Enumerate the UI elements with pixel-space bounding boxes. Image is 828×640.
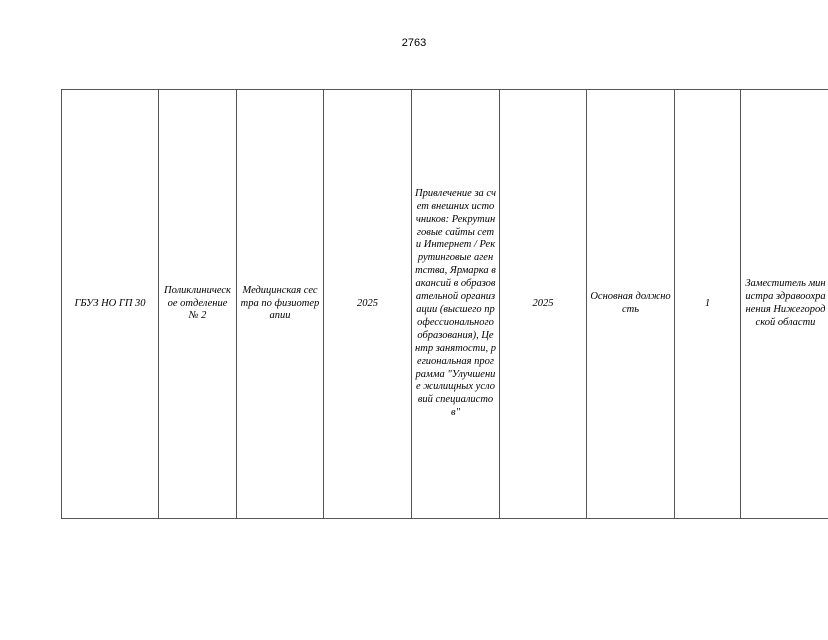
organization-text: ГБУЗ НО ГП 30 [74, 297, 146, 309]
department-cell [159, 90, 237, 519]
count-text: 1 [704, 297, 711, 309]
attraction-sources-cell [412, 90, 500, 519]
attraction-sources-text: Привлечение за счет внешних источников: Рекрутинговые сайты сети Интернет / Рекрутинговые агентства, Ярмарка вакансий в образовательной организации (высшего профессионального образования), Центр занятости, региональная программа "Улучшение жилищных условий специалистов" [415, 187, 496, 419]
year-filled-text: 2025 [532, 297, 554, 309]
organization-cell [62, 90, 159, 519]
department-text: Поликлиническое отделение № 2 [164, 284, 231, 322]
table-row [62, 90, 828, 519]
year-planned-cell [324, 90, 412, 519]
count-cell [675, 90, 741, 519]
year-planned-text: 2025 [357, 297, 378, 309]
position-text: Медицинская сестра по физиотерапии [240, 284, 320, 322]
responsible-text: Заместитель министра здравоохранения Нижегородской области [745, 278, 826, 328]
employment-type-text: Основная должность [590, 291, 671, 315]
page-number: 2763 [401, 37, 427, 49]
position-cell [237, 90, 324, 519]
year-filled-cell [500, 90, 587, 519]
responsible-cell [741, 90, 828, 519]
employment-type-cell [587, 90, 675, 519]
vacancy-table [61, 89, 828, 519]
